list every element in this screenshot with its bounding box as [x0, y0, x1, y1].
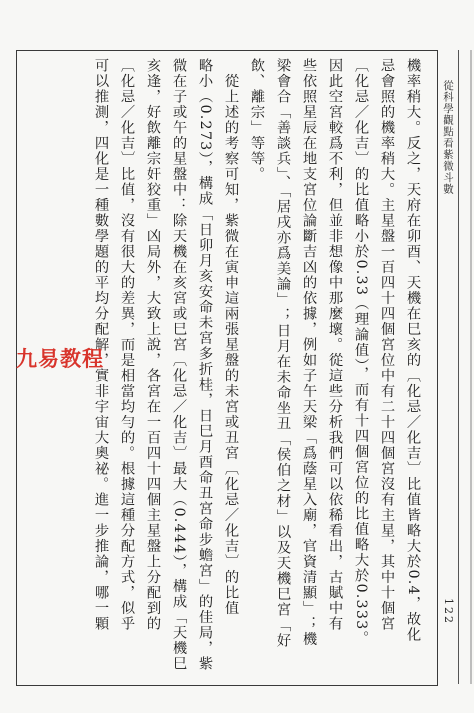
text-column: 微在子或午的星盤中：除天機在亥宮或巳宮〔化忌／化吉〕最大（0.444），構成「天機巳 [171, 58, 187, 672]
text-column: 亥逢，好飲離宗奸狡重」凶局外，大致上說，各宮在一百四十四個主星盤上分配到的 [145, 58, 161, 632]
text-column: 些依照星辰在地支宮位論斷吉凶的依據，例如子午天梁「爲蔭星入廟，官資清顯」；機 [301, 58, 317, 647]
text-column: 飲、離宗」等等。 [249, 58, 265, 182]
text-column: 〔化忌／化吉〕的比值略小於0.33（理論值），而有十四個宮位的比值略大於0.333。 [353, 58, 369, 646]
text-column: 梁會合「善談兵」、「居戌亦爲美論」；日月在未命坐丑「侯伯之材」以及天機巳宮「好 [275, 58, 291, 649]
page-number: 122 [442, 598, 455, 625]
page-edge [470, 50, 472, 684]
text-column: 〔化忌／化吉〕比值，沒有很大的差異，而是相當均勻的。根據這種分配方式，似乎 [119, 58, 135, 632]
running-header: 從科學觀點看紫微斗數 [442, 80, 454, 195]
text-column: 略小（0.273），構成「日卯月亥安命未宮多折桂，日巳月酉命丑宮命步蟾宮」的佳局，紫 [197, 58, 213, 672]
watermark-logo: 九易教程 [16, 347, 104, 371]
text-column: 因此空宮較爲不利，但並非想像中那麼壞。從這些分析我們可以依稀看出，古賦中有 [327, 58, 343, 632]
text-column: 忌會照的機率稍大。主星盤一百四十四個宮位中有二十四個宮沒有主星，其中十個宮 [379, 58, 395, 632]
text-column: 可以推測，四化是一種數學題的平均分配解，實非宇宙大奧祕。進一步推論，哪一顆 [93, 58, 109, 632]
text-column: 機率稍大。反之，天府在卯酉、天機在巳亥的〔化忌／化吉〕比值皆略大於0.4，故化 [405, 58, 421, 643]
text-column: 從上述的考察可知，紫微在寅申這兩張星盤的未宮或丑宮〔化忌／化吉〕的比值 [223, 58, 239, 616]
header-divider [458, 50, 459, 684]
